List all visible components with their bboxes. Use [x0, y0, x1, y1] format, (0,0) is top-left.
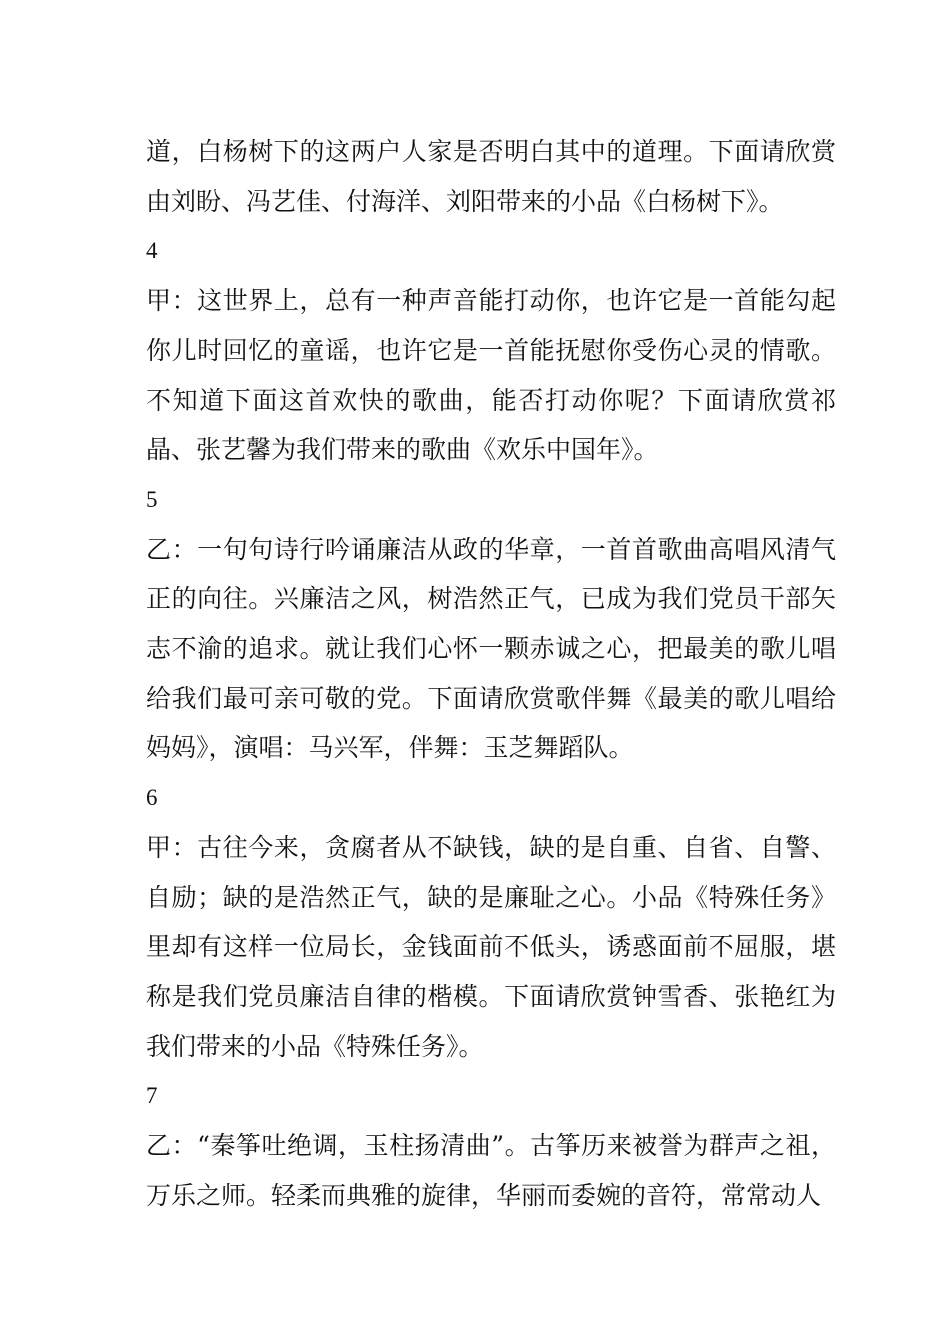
- paragraph-intro-continued: 道，白杨树下的这两户人家是否明白其中的道理。下面请欣赏由刘盼、冯艺佳、付海洋、刘阳带来的小品《白杨树下》。: [146, 137, 836, 216]
- item-number-4: 4: [146, 238, 158, 264]
- paragraph-item-5: 乙：一句句诗行吟诵廉洁从政的华章，一首首歌曲高唱风清气正的向往。兴廉洁之风，树浩然正气，已成为我们党员干部矢志不渝的追求。就让我们心怀一颗赤诚之心，把最美的歌儿唱给我们最可亲可敬的党。下面请欣赏歌伴舞《最美的歌儿唱给妈妈》，演唱：马兴军，伴舞：玉芝舞蹈队。: [146, 534, 836, 763]
- item-number-6: 6: [146, 785, 158, 811]
- paragraph-item-4: 甲：这世界上，总有一种声音能打动你，也许它是一首能勾起你儿时回忆的童谣，也许它是一首能抚慰你受伤心灵的情歌。不知道下面这首欢快的歌曲，能否打动你呢？下面请欣赏祁晶、张艺馨为我们带来的歌曲《欢乐中国年》。: [146, 286, 836, 465]
- document-body: [146, 127, 836, 1220]
- item-number-5: 5: [146, 486, 158, 512]
- paragraph-item-6: 甲：古往今来，贪腐者从不缺钱，缺的是自重、自省、自警、自励；缺的是浩然正气，缺的是廉耻之心。小品《特殊任务》里却有这样一位局长，金钱面前不低头，诱惑面前不屈服，堪称是我们党员廉洁自律的楷模。下面请欣赏钟雪香、张艳红为我们带来的小品《特殊任务》。: [146, 832, 836, 1061]
- paragraph-item-7: 乙：“秦筝吐绝调，玉柱扬清曲”。古筝历来被誉为群声之祖，万乐之师。轻柔而典雅的旋律，华丽而委婉的音符，常常动人: [146, 1131, 836, 1210]
- item-number-7: 7: [146, 1083, 158, 1109]
